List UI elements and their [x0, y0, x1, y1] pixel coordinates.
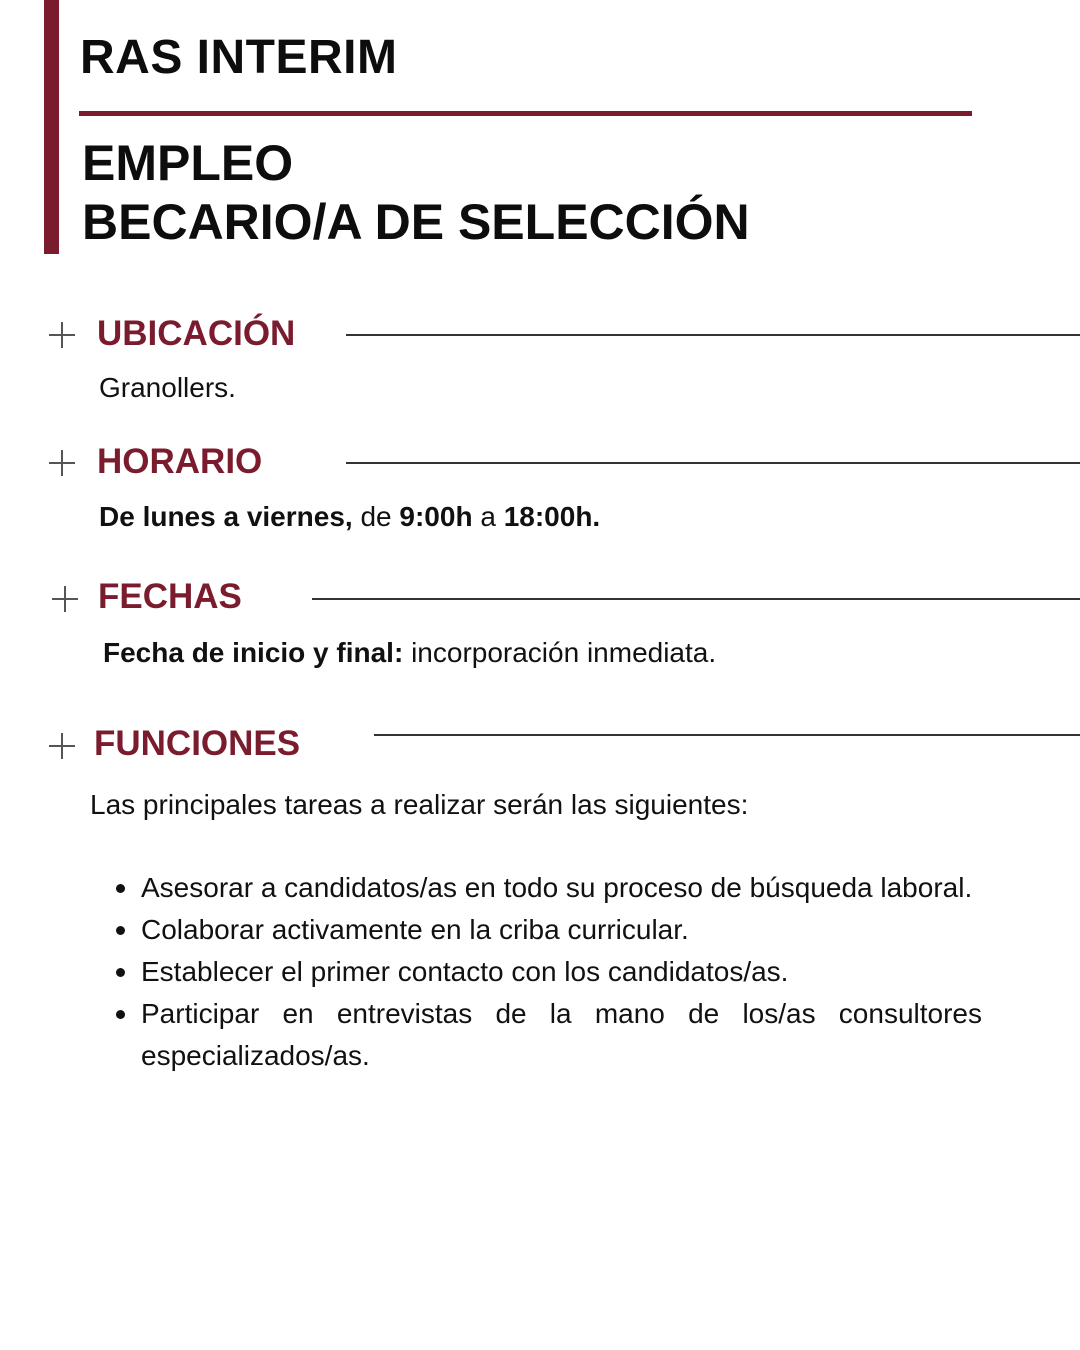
company-name: RAS INTERIM — [80, 31, 398, 84]
section-title-fechas: FECHAS — [98, 577, 242, 616]
title-line-1: EMPLEO — [82, 135, 294, 191]
section-title-horario: HORARIO — [97, 442, 263, 481]
plus-icon — [52, 586, 78, 612]
ubicacion-text: Granollers. — [99, 372, 236, 403]
horario-days: De lunes a viernes, — [99, 501, 353, 532]
fechas-label: Fecha de inicio y final: — [103, 637, 404, 668]
accent-bar — [44, 0, 59, 254]
job-title — [82, 134, 750, 252]
horario-de: de — [360, 501, 392, 532]
list-item: Participar en entrevistas de la mano de los/as consultores especializados/as. — [112, 993, 982, 1077]
horario-text — [99, 499, 600, 535]
plus-icon — [49, 322, 75, 348]
section-rule — [374, 734, 1080, 736]
section-title-ubicacion: UBICACIÓN — [97, 314, 296, 353]
funciones-intro: Las principales tareas a realizar serán las siguientes: — [90, 789, 749, 820]
list-item: Asesorar a candidatos/as en todo su proceso de búsqueda laboral. — [112, 867, 982, 909]
section-rule — [312, 598, 1080, 600]
list-item: Establecer el primer contacto con los candidatos/as. — [112, 951, 982, 993]
horario-end: 18:00h. — [503, 501, 601, 532]
fechas-text — [103, 635, 716, 671]
header-divider — [79, 111, 972, 116]
section-title-funciones: FUNCIONES — [94, 724, 301, 763]
plus-icon — [49, 450, 75, 476]
section-rule — [346, 334, 1080, 336]
list-item: Colaborar activamente en la criba curricular. — [112, 909, 982, 951]
funciones-list — [112, 867, 982, 1077]
horario-a: a — [480, 501, 496, 532]
horario-start: 9:00h — [399, 501, 473, 532]
title-line-2: BECARIO/A DE SELECCIÓN — [82, 194, 750, 250]
plus-icon — [49, 733, 75, 759]
section-rule — [346, 462, 1080, 464]
fechas-value: incorporación inmediata. — [411, 637, 717, 668]
